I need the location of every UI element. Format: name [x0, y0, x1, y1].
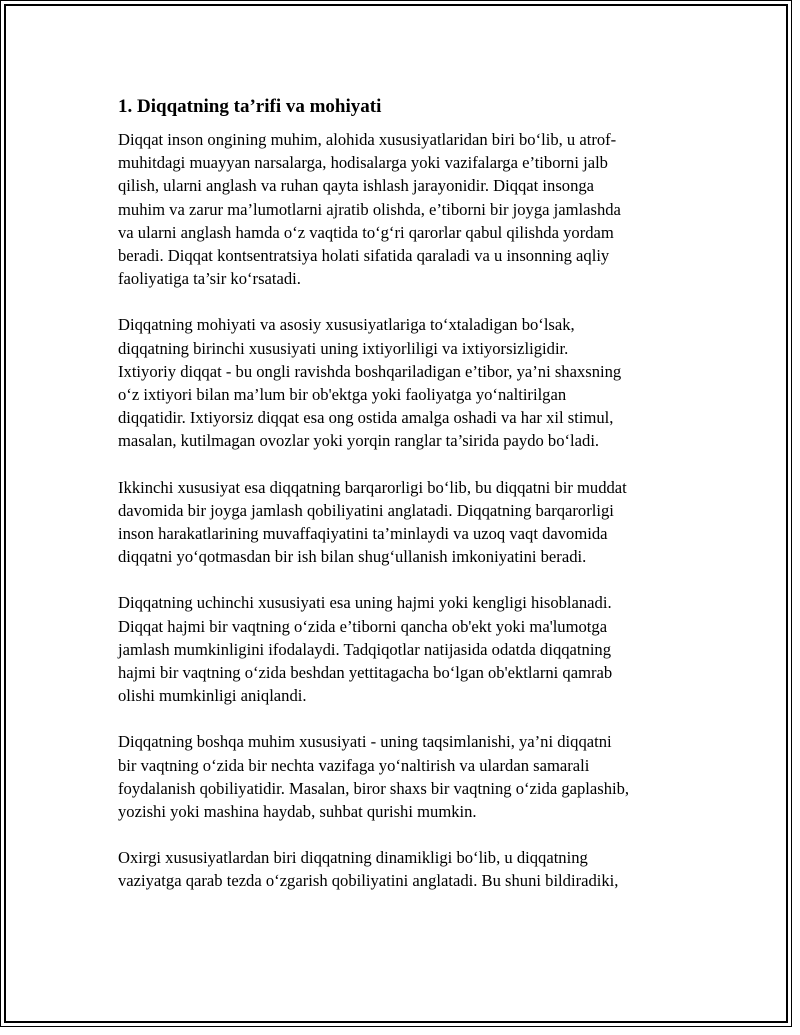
- paragraph-list: [118, 128, 698, 893]
- text-line: vaziyatga qarab tezda o‘zgarish qobiliyatini anglatadi. Bu shuni bildiradiki,: [118, 871, 619, 891]
- text-line: Diqqatning uchinchi xususiyati esa uning hajmi yoki kengligi hisoblanadi.: [118, 593, 612, 613]
- text-line: muhitdagi muayyan narsalarga, hodisalarga yoki vazifalarga e’tiborni jalb: [118, 153, 608, 173]
- text-line: davomida bir joyga jamlash qobiliyatini anglatadi. Diqqatning barqarorligi: [118, 500, 614, 520]
- text-line: hajmi bir vaqtning o‘zida beshdan yettitagacha bo‘lgan ob'ektlarni qamrab: [118, 663, 613, 683]
- paragraph: [118, 591, 698, 707]
- text-line: va ularni anglash hamda o‘z vaqtida to‘g‘ri qarorlar qabul qilishda yordam: [118, 222, 614, 242]
- document-body: [118, 94, 698, 916]
- text-line: qilish, ularni anglash va ruhan qayta ishlash jarayonidir. Diqqat insonga: [118, 176, 595, 196]
- text-line: yozishi yoki mashina haydab, suhbat qurishi mumkin.: [118, 802, 477, 822]
- text-line: jamlash mumkinligini ifodalaydi. Tadqiqotlar natijasida odatda diqqatning: [118, 639, 612, 659]
- text-line: diqqatni yo‘qotmasdan bir ish bilan shug‘ullanish imkoniyatini beradi.: [118, 547, 587, 567]
- text-line: Ixtiyoriy diqqat - bu ongli ravishda boshqariladigan e’tibor, ya’ni shaxsning: [118, 361, 622, 381]
- text-line: Ikkinchi xususiyat esa diqqatning barqarorligi bo‘lib, bu diqqatni bir muddat: [118, 477, 627, 497]
- text-line: Oxirgi xususiyatlardan biri diqqatning dinamikligi bo‘lib, u diqqatning: [118, 848, 588, 868]
- text-line: o‘z ixtiyori bilan ma’lum bir ob'ektga yoki faoliyatga yo‘naltirilgan: [118, 385, 567, 405]
- text-line: Diqqat hajmi bir vaqtning o‘zida e’tiborni qancha ob'ekt yoki ma'lumotga: [118, 616, 608, 636]
- paragraph: [118, 128, 698, 290]
- text-line: diqqatidir. Ixtiyorsiz diqqat esa ong ostida amalga oshadi va har xil stimul,: [118, 408, 614, 428]
- section-heading: 1. Diqqatning ta’rifi va mohiyati: [118, 96, 382, 117]
- text-line: Diqqat inson ongining muhim, alohida xususiyatlaridan biri bo‘lib, u atrof-: [118, 130, 617, 149]
- paragraph: [118, 730, 698, 823]
- text-line: foydalanish qobiliyatidir. Masalan, biror shaxs bir vaqtning o‘zida gaplashib,: [118, 778, 630, 798]
- text-line: bir vaqtning o‘zida bir nechta vazifaga yo‘naltirish va ulardan samarali: [118, 755, 590, 775]
- text-line: diqqatning birinchi xususiyati uning ixtiyorliligi va ixtiyorsizligidir.: [118, 338, 569, 358]
- text-line: olishi mumkinligi aniqlandi.: [118, 686, 307, 706]
- text-line: Diqqatning mohiyati va asosiy xususiyatlariga to‘xtaladigan bo‘lsak,: [118, 315, 575, 335]
- text-line: inson harakatlarining muvaffaqiyatini ta’minlaydi va uzoq vaqt davomida: [118, 524, 608, 544]
- text-line: faoliyatiga ta’sir ko‘rsatadi.: [118, 269, 301, 289]
- paragraph: [118, 313, 698, 452]
- text-line: Diqqatning boshqa muhim xususiyati - uning taqsimlanishi, ya’ni diqqatni: [118, 732, 612, 752]
- paragraph: [118, 476, 698, 569]
- text-line: muhim va zarur ma’lumotlarni ajratib olishda, e’tiborni bir joyga jamlashda: [118, 199, 621, 219]
- text-line: masalan, kutilmagan ovozlar yoki yorqin ranglar ta’sirida paydo bo‘ladi.: [118, 431, 600, 451]
- paragraph: [118, 846, 698, 892]
- text-line: beradi. Diqqat kontsentratsiya holati sifatida qaraladi va u insonning aqliy: [118, 246, 610, 266]
